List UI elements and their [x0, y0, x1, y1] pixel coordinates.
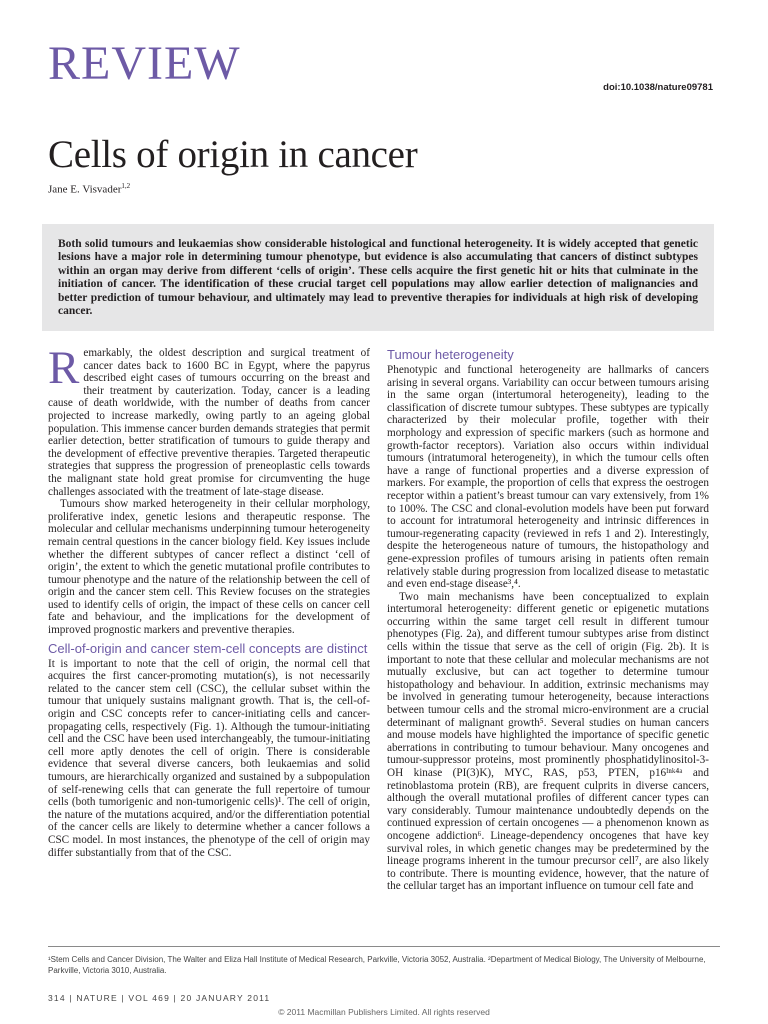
section-label: REVIEW — [48, 37, 241, 90]
abstract-text: Both solid tumours and leukaemias show considerable histological and functional heterogeneity. It is widely accepted that genetic lesions have a major role in determining tumour phenotype, but evidence is also accumulating that cancers of distinct subtypes within an organ may derive from different ‘cells of origin’. These cells acquire the first genetic hit or hits that culminate in the initiation of cancer. The identification of these crucial target cell populations may allow earlier detection of malignancies and better prediction of tumour behaviour, and ultimately may lead to preventive therapies for individuals at high risk of developing cancer. — [58, 238, 698, 318]
author-affiliation-marks: 1,2 — [121, 182, 131, 190]
body-column-left — [48, 342, 370, 859]
drop-cap: R — [48, 342, 80, 394]
body-paragraph: Phenotypic and functional heterogeneity are hallmarks of cancers arising in several organs. Variability can occur between tumours arising in the same organ (intertumoral heterogeneity), leading to the classification of discrete tumour subtypes. These subtypes are typically characterized by their molecular profile, together with their morphology and expression of specific markers (such as hormone and growth-factor receptors). Variation also occurs within individual tumours (intratumoral heterogeneity), in which the tumour cells often have a range of functional properties and a diverse expression of markers. For example, the proportion of cells that express the oestrogen receptor within a patient’s breast tumour can vary extensively, from 1% to 100%. The CSC and clonal-evolution models have been put forward to account for intratumoral heterogeneity and intrinsic differences in tumour-regenerating capacity (reviewed in refs 1 and 2). Interestingly, despite the heterogeneous nature of tumours, the histopathology and gene-expression profiles of tumours arising in patients often remain relatively stable during progression from localized disease to metastatic and even end-stage disease³,⁴. — [387, 364, 709, 591]
article-title: Cells of origin in cancer — [48, 133, 418, 176]
footnote-divider — [48, 946, 720, 947]
body-column-right — [387, 347, 709, 893]
doi-link[interactable]: doi:10.1038/nature09781 — [603, 82, 713, 93]
section-heading: Cell-of-origin and cancer stem-cell concepts are distinct — [48, 640, 368, 656]
body-paragraph: Tumours show marked heterogeneity in their cellular morphology, proliferative index, genetic lesions and therapeutic response. The molecular and cellular mechanisms underpinning tumour heterogeneity remain central questions in the cancer biology field. Key issues include whether the different subtypes of cancer reflect a distinct ‘cell of origin’, the extent to which the genetic mutational profile contributes to tumour phenotype and the nature of the relationship between the cell of origin and the cancer stem cell. This Review focuses on the strategies used to identify cells of origin, the impact of these cells on cancer cell fate and behaviour, and the implications for the development of improved prognostic markers and preventive therapies. — [48, 498, 370, 637]
body-paragraph: Two main mechanisms have been conceptualized to explain intertumoral heterogeneity: different genetic or epigenetic mutations occurring within the same target cell result in different tumour phenotypes (Fig. 2a), and different tumour subtypes arise from distinct cells within the tissue that serve as the cell of origin (Fig. 2b). It is important to note that these cellular and molecular mechanisms are not mutually exclusive, but can act together to determine tumour histopathology and behaviour. In addition, extrinsic mechanisms may be involved in generating tumour heterogeneity, because interactions between tumour cells and the stromal micro-environment are a crucial determinant of malignant growth⁵. Several studies on human cancers and mouse models have highlighted the importance of specific genetic aberrations in contributing to tumour behaviour. Many oncogenes and tumour-suppressor proteins, most prominently phosphatidylinositol-3-OH kinase (PI(3)K), MYC, RAS, p53, PTEN, p16ᴵⁿᵏ⁴ᵃ and retinoblastoma protein (RB), are frequent culprits in diverse cancers, although the overall mutational profiles of different cancer types can vary considerably. Tumour maintenance undoubtedly depends on the continued expression of certain oncogenes — a phenomenon known as oncogene addiction⁶. Lineage-dependency oncogenes that have key survival roles, in which genetic changes may be predetermined by the lineage programs inherent in the tumour precursor cell⁷, are also likely to contribute. There is mounting evidence, however, that the nature of the cellular target has an important influence on tumour cell fate and — [387, 590, 709, 893]
abstract-box — [42, 224, 714, 331]
intro-text: emarkably, the oldest description and surgical treatment of cancer dates back to 1600 BC in Egypt, where the papyrus described eight cases of tumours occurring on the breast and their treatment by cauterization. Today, cancer is a leading cause of death worldwide, with the number of deaths from cancer projected to increase markedly, owing partly to an ageing global population. This immense cancer burden demands strategies that permit earlier detection, better stratification of tumours to guide therapy and the development of effective preventive therapies. Targeted therapeutic strategies that suppress the progression of preneoplastic cells towards the malignant state hold great promise for circumventing the huge challenges associated with the treatment of late-stage disease. — [48, 347, 370, 498]
section-heading: Tumour heterogeneity — [387, 347, 514, 362]
author-line — [48, 182, 130, 196]
intro-paragraph — [48, 342, 370, 498]
copyright-line: © 2011 Macmillan Publishers Limited. All rights reserved — [278, 1007, 490, 1017]
body-paragraph: It is important to note that the cell of origin, the normal cell that acquires the first cancer-promoting mutation(s), is not necessarily related to the cancer stem cell (CSC), the cellular subset within the tumour that uniquely sustains malignant growth. That is, the cell-of-origin and CSC concepts refer to cancer-initiating cells and cancer-propagating cells, respectively (Fig. 1). Although the tumour-initiating cell and the CSC have been used interchangeably, the tumour-initiating cell more aptly denotes the cell of origin. There is considerable evidence that several diverse cancers, both leukaemias and solid tumours, are hierarchically organized and sustained by a subpopulation of self-renewing cells that can generate the full repertoire of tumour cells (both tumorigenic and non-tumorigenic cells)¹. The cell of origin, the nature of the mutations acquired, and/or the differentiation potential of the cancer cells are likely to determine whether a cancer follows a CSC model. In most instances, the phenotype of the cell of origin may differ substantially from that of the CSC. — [48, 657, 370, 859]
page-footer: 314 | NATURE | VOL 469 | 20 JANUARY 2011 — [48, 993, 271, 1003]
affiliations-footnote: ¹Stem Cells and Cancer Division, The Walter and Eliza Hall Institute of Medical Research, Parkville, Victoria 3052, Australia. ²Department of Medical Biology, The University of Melbourne, Parkville, Victoria 3010, Australia. — [48, 955, 706, 975]
author-name: Jane E. Visvader — [48, 183, 122, 196]
